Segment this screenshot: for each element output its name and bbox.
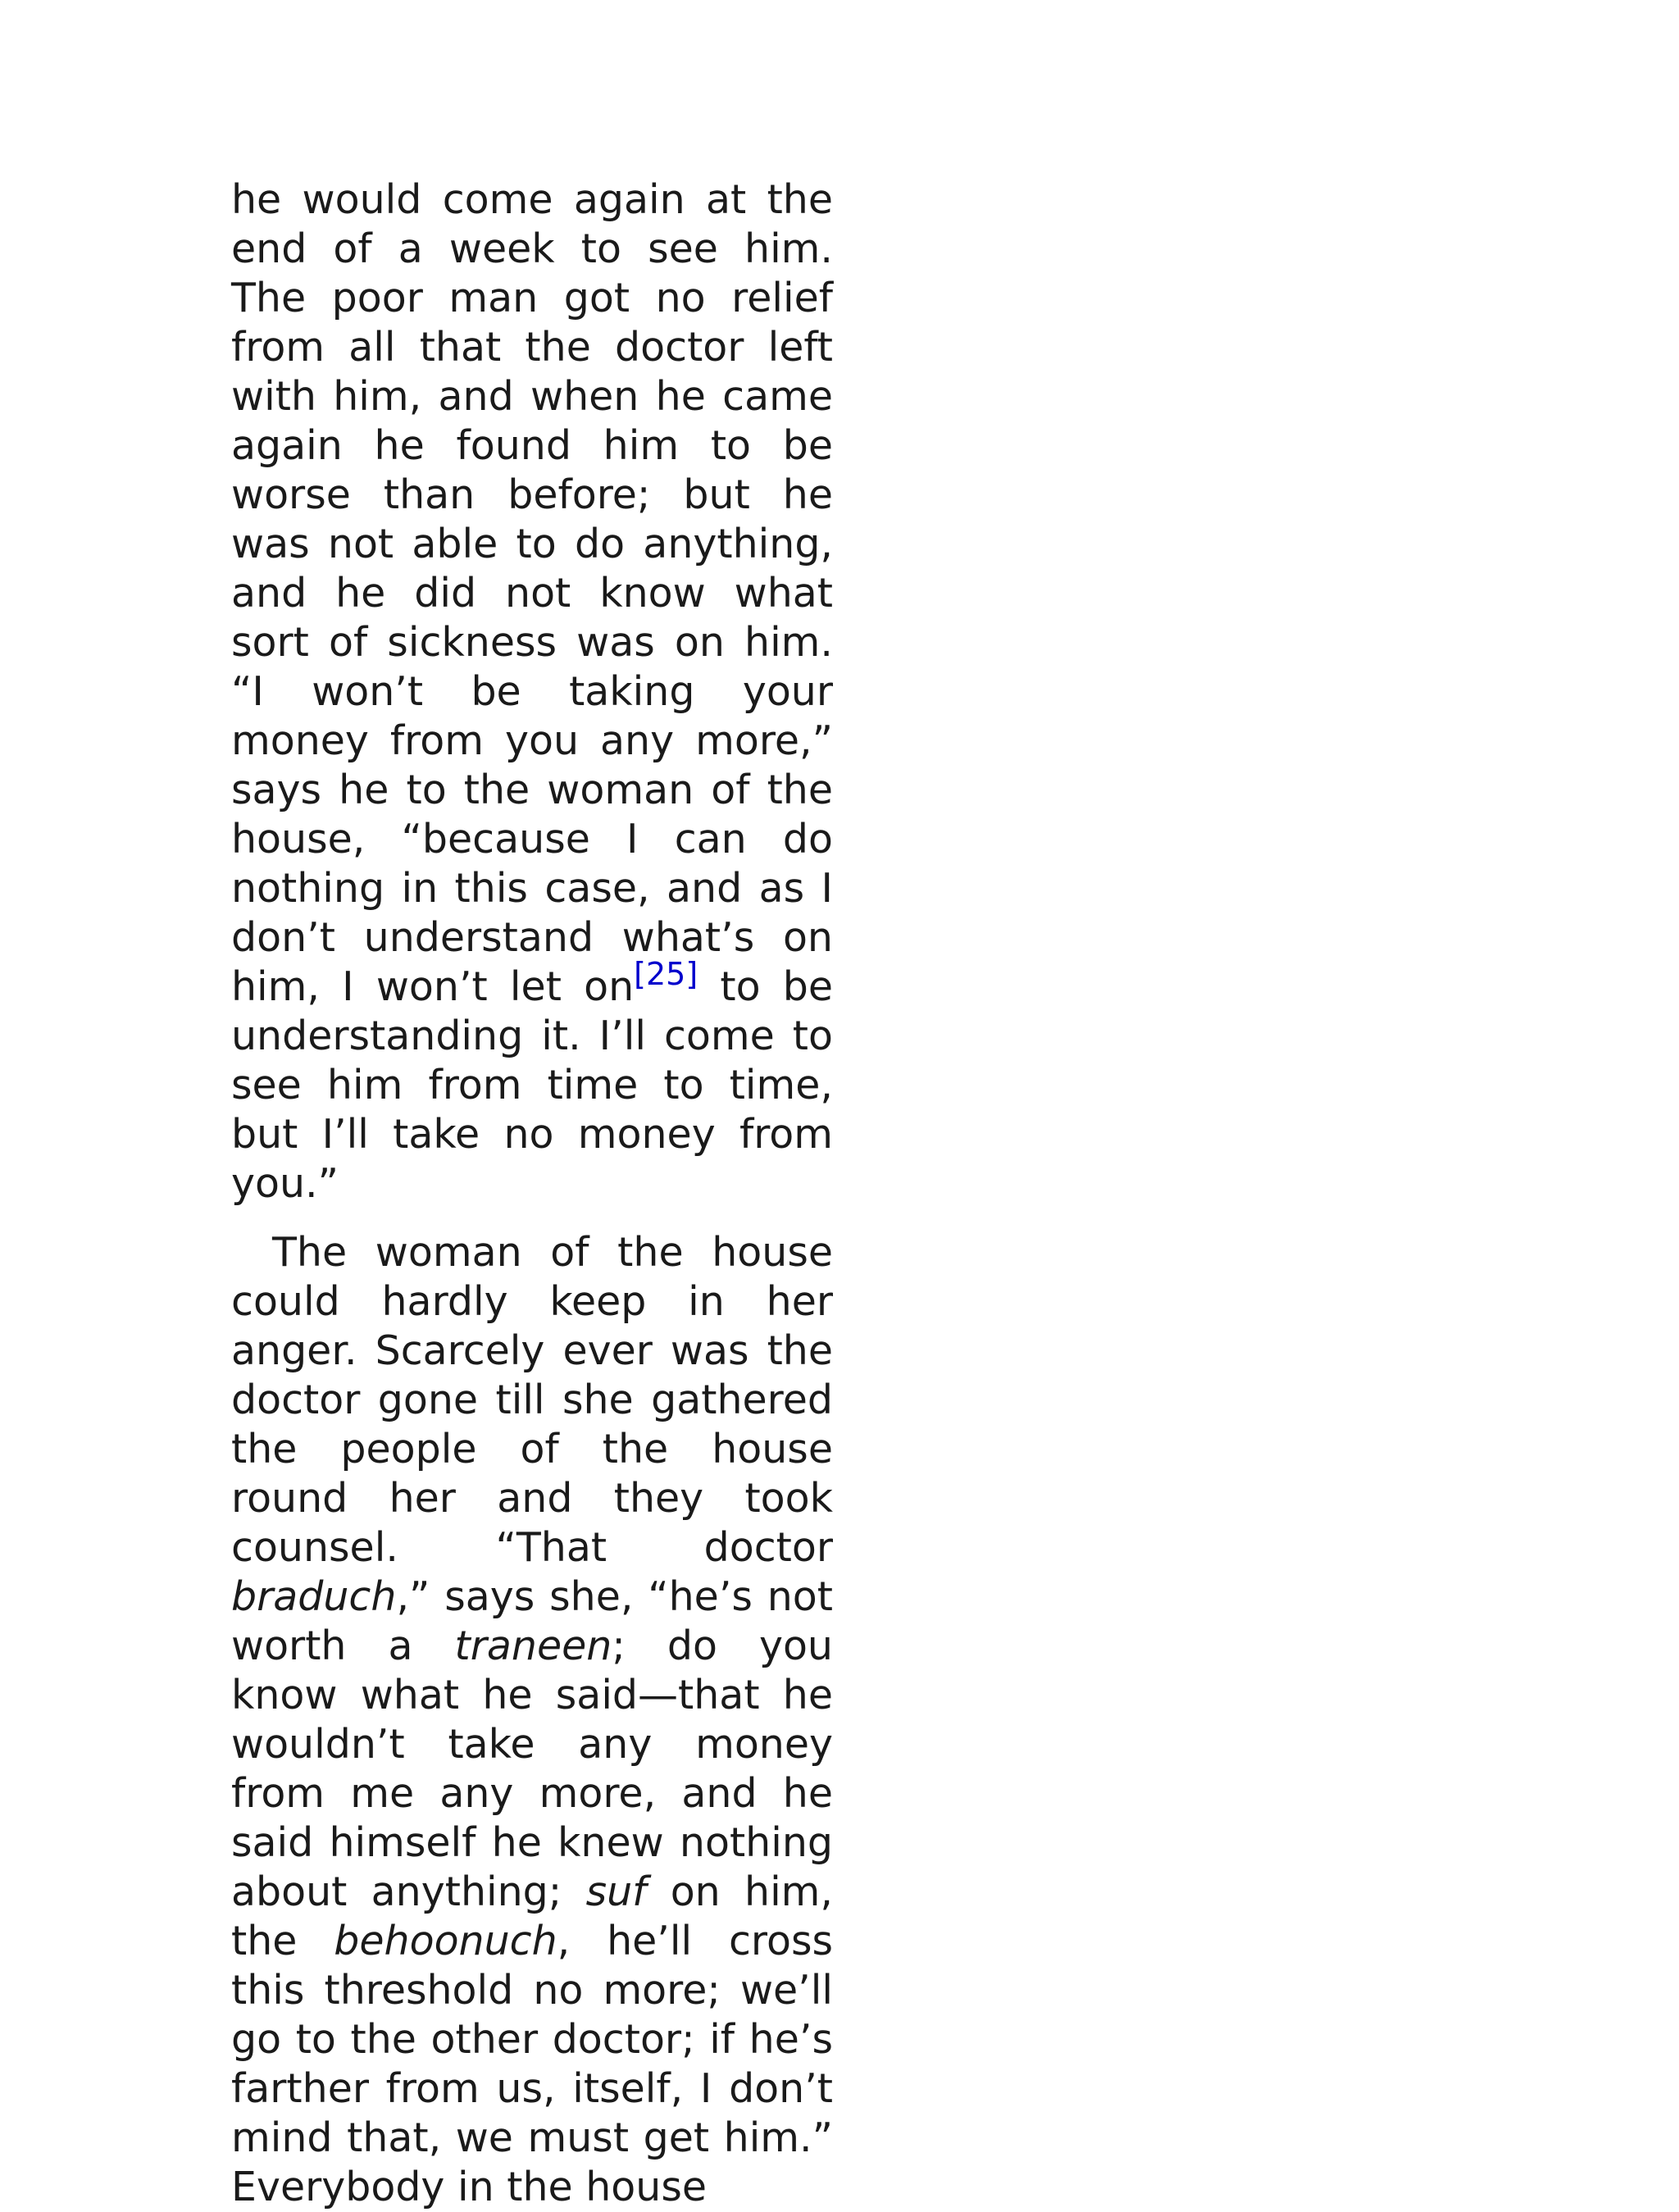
paragraph-1-text-a: he would come again at the end of a week to see him. The poor man got no relief from all that the doctor left with him, and when he came again he found him to be worse than before; but he was not able to do anything, and he did not know what sort of sickness was on him. “I won’t be taking your money from you any more,” says he to the woman of the house, “because I can do nothing in this case, and as I don’t understand what’s on him, I won’t let on [231, 176, 833, 1010]
paragraph-2-text-d: on him, the [231, 1868, 833, 1964]
paragraph-2-text-b: ,” says she, “he’s not worth a [231, 1573, 833, 1669]
italic-word-behoonuch: behoonuch [334, 1918, 557, 1964]
text-flow [231, 175, 833, 2212]
text-column [231, 176, 833, 2210]
paragraph-2-text-a: The woman of the house could hardly keep in her anger. Scarcely ever was the doctor gone till she gathered the people of the house round her and they took counsel. “That doctor [231, 1229, 833, 1571]
italic-word-traneen: traneen [454, 1623, 612, 1669]
paragraph-1-text-b: to be understanding it. I’ll come to see him from time to time, but I’ll take no money from you.” [231, 963, 833, 1207]
paragraph-2 [231, 1228, 833, 2212]
paragraph-2-text-c: ; do you know what he said—that he wouldn’t take any money from me any more, and he said himself he knew nothing about anything; [231, 1623, 833, 1915]
paragraph-1 [231, 175, 833, 1208]
paragraph-2-text-e: , he’ll cross this threshold no more; we’ll go to the other doctor; if he’s farther from us, itself, I don’t mind that, we must get him.” Everybody in the house [231, 1918, 833, 2210]
footnote-link[interactable]: [25] [634, 956, 698, 992]
italic-word-braduch: braduch [231, 1573, 397, 1620]
italic-word-suf: suf [585, 1868, 647, 1915]
